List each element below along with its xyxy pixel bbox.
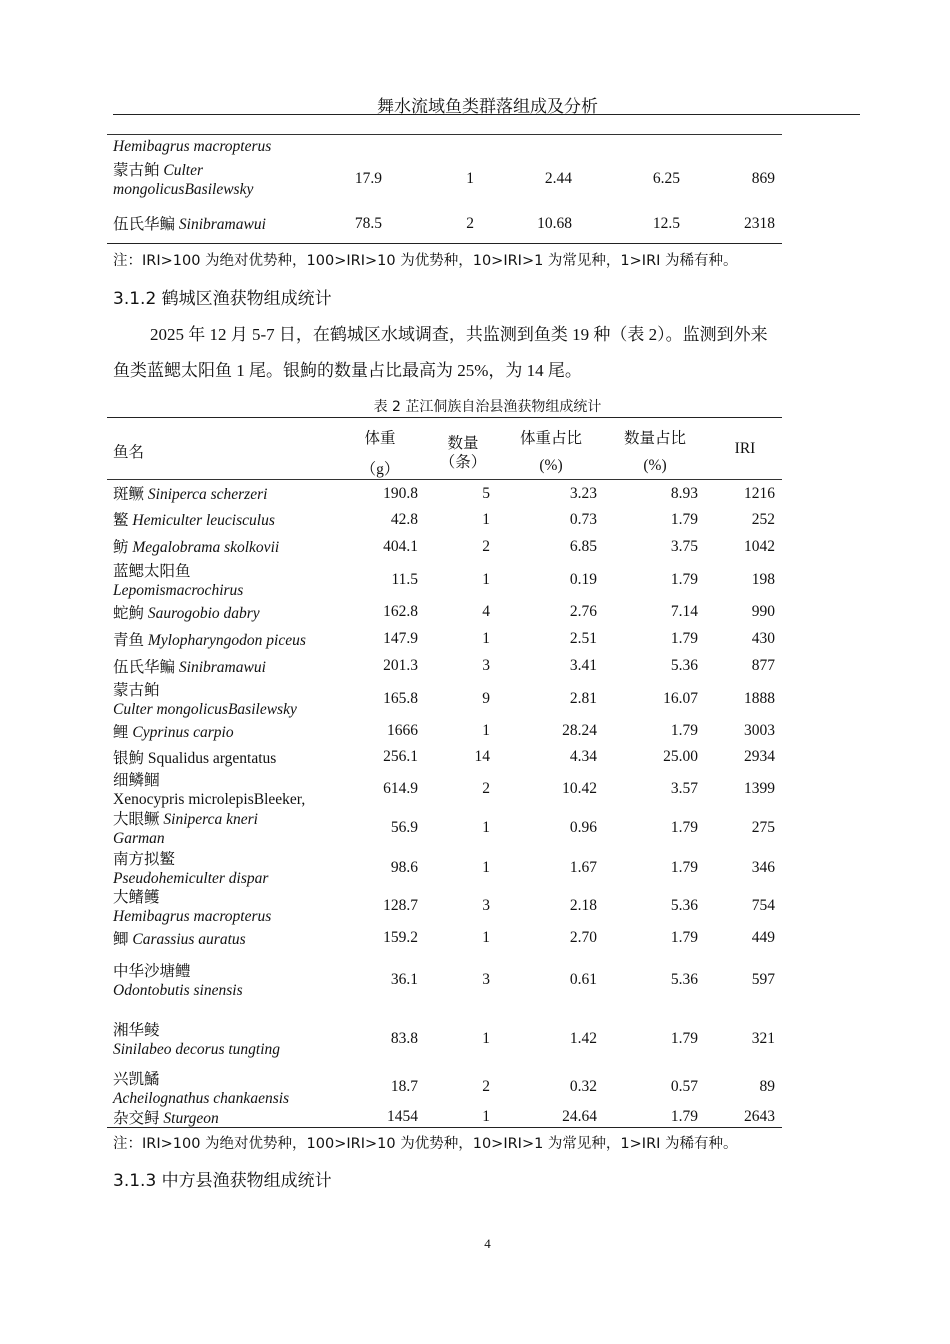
table1-cell-iri: 2318 <box>744 215 775 232</box>
table1-cell-npct: 12.5 <box>652 215 680 232</box>
table-cell-npct: 5.36 <box>670 971 698 988</box>
table-cell-count: 1 <box>482 819 490 836</box>
table-row-name: 中华沙塘鳢 <box>113 963 191 980</box>
table-row-latin: Culter mongolicusBasilewsky <box>113 701 297 718</box>
table-cell-weight: 165.8 <box>383 690 418 707</box>
table1-cell-weight: 78.5 <box>354 215 382 232</box>
table1-top-rule <box>107 134 782 135</box>
table-cell-count: 3 <box>482 971 490 988</box>
table-row-name: 细鳞鲴 <box>113 772 160 789</box>
table-cell-weight: 11.5 <box>391 571 418 588</box>
table-cell-npct: 1.79 <box>670 722 698 739</box>
table-cell-wpct: 3.23 <box>569 485 597 502</box>
header-iri: IRI <box>734 440 756 457</box>
table-cell-iri: 754 <box>751 897 775 914</box>
table1-row-name: 伍氏华鳊 Sinibramawui <box>113 216 266 233</box>
table-cell-count: 9 <box>482 690 490 707</box>
table-row-name: 斑鳜 Siniperca scherzeri <box>113 486 268 503</box>
table-row-name: 鲤 Cyprinus carpio <box>113 724 234 741</box>
table-cell-wpct: 1.67 <box>569 859 597 876</box>
header-weight-pct: 体重占比 <box>519 430 582 447</box>
section-heading-312: 3.1.2 鹤城区渔获物组成统计 <box>113 289 332 309</box>
table-cell-npct: 8.93 <box>670 485 698 502</box>
table-row-name: 南方拟鳘 <box>113 851 176 868</box>
table2-caption: 表 2 芷江侗族自治县渔获物组成统计 <box>373 399 602 415</box>
table-cell-npct: 1.79 <box>670 819 698 836</box>
table1-row-latin: mongolicusBasilewsky <box>113 181 254 198</box>
table1-cell-iri: 869 <box>751 170 775 187</box>
table-row-name: 鲫 Carassius auratus <box>113 931 246 948</box>
table-cell-weight: 18.7 <box>390 1078 418 1095</box>
table-row-name: 蛇鮈 Saurogobio dabry <box>113 605 260 622</box>
table-cell-weight: 42.8 <box>390 511 418 528</box>
paragraph-line-2: 鱼类蓝鳃太阳鱼 1 尾。银鮈的数量占比最高为 25%，为 14 尾。 <box>113 361 582 380</box>
table-cell-npct: 1.79 <box>670 511 698 528</box>
table-cell-weight: 162.8 <box>383 603 418 620</box>
table-row-name: 蓝鳃太阳鱼 <box>113 563 191 580</box>
table-cell-npct: 1.79 <box>670 1030 698 1047</box>
table-row-latin: Xenocypris microlepisBleeker, <box>113 791 306 808</box>
table-row-name: 鳘 Hemiculter leucisculus <box>113 512 275 529</box>
table-cell-npct: 5.36 <box>670 657 698 674</box>
table-cell-iri: 877 <box>751 657 775 674</box>
table-cell-npct: 1.79 <box>670 1108 698 1125</box>
header-count-pct-unit: (%) <box>643 457 667 474</box>
table-cell-count: 4 <box>482 603 490 620</box>
table-cell-count: 1 <box>482 630 490 647</box>
table-row-name: 湘华鲮 <box>113 1022 160 1039</box>
table-cell-count: 14 <box>474 748 490 765</box>
table-cell-weight: 190.8 <box>383 485 418 502</box>
table-cell-iri: 321 <box>751 1030 775 1047</box>
table-cell-weight: 614.9 <box>383 780 418 797</box>
table-cell-weight: 1454 <box>387 1108 418 1125</box>
table1-cell-weight: 17.9 <box>354 170 382 187</box>
table2-bottom-rule <box>107 1127 782 1128</box>
table1-cell-npct: 6.25 <box>652 170 680 187</box>
table-cell-weight: 1666 <box>387 722 418 739</box>
table-cell-weight: 36.1 <box>390 971 418 988</box>
table1-row-cn: 蒙古鲌 Culter <box>113 162 204 179</box>
table-cell-count: 1 <box>482 511 490 528</box>
table-cell-iri: 3003 <box>744 722 775 739</box>
table-cell-iri: 1216 <box>744 485 775 502</box>
table-cell-count: 1 <box>482 929 490 946</box>
table-cell-wpct: 0.61 <box>569 971 597 988</box>
table-cell-wpct: 2.70 <box>569 929 597 946</box>
table-row-name: 大眼鳜 Siniperca kneri <box>113 811 258 828</box>
page-number: 4 <box>484 1236 491 1251</box>
header-weight-pct-unit: (%) <box>539 457 563 474</box>
table-cell-count: 1 <box>482 722 490 739</box>
table-cell-npct: 16.07 <box>663 690 698 707</box>
table-cell-wpct: 24.64 <box>562 1108 597 1125</box>
table-row-latin: Acheilognathus chankaensis <box>113 1090 290 1107</box>
table1-note: 注：IRI>100 为绝对优势种，100>IRI>10 为优势种，10>IRI>1 为常见种，1>IRI 为稀有种。 <box>113 253 738 269</box>
table1-cell-wpct: 10.68 <box>537 215 572 232</box>
table-cell-iri: 430 <box>751 630 775 647</box>
header-count-pct: 数量占比 <box>623 430 686 447</box>
table2-note: 注：IRI>100 为绝对优势种，100>IRI>10 为优势种，10>IRI>1 为常见种，1>IRI 为稀有种。 <box>113 1136 738 1152</box>
table-cell-iri: 1042 <box>744 538 775 555</box>
header-rule <box>113 114 860 115</box>
table1-cell-wpct: 2.44 <box>544 170 572 187</box>
table-row-latin: Hemibagrus macropterus <box>113 908 272 925</box>
table-cell-wpct: 2.51 <box>569 630 597 647</box>
table-cell-iri: 449 <box>751 929 775 946</box>
table-cell-wpct: 3.41 <box>569 657 597 674</box>
table-cell-count: 3 <box>482 657 490 674</box>
table-row-latin: Lepomismacrochirus <box>113 582 244 599</box>
table-row-latin: Odontobutis sinensis <box>113 982 243 999</box>
table-cell-count: 1 <box>482 1108 490 1125</box>
table1-cell-count: 2 <box>466 215 474 232</box>
table-cell-wpct: 28.24 <box>562 722 597 739</box>
table-cell-count: 1 <box>482 859 490 876</box>
table-cell-iri: 252 <box>751 511 775 528</box>
page-header-title: 舞水流域鱼类群落组成及分析 <box>377 97 598 116</box>
table-cell-count: 2 <box>482 780 490 797</box>
table-cell-weight: 56.9 <box>390 819 418 836</box>
table-cell-wpct: 0.19 <box>569 571 597 588</box>
table-cell-wpct: 10.42 <box>562 780 597 797</box>
table-cell-npct: 0.57 <box>670 1078 698 1095</box>
table-row-name: 青鱼 Mylopharyngodon piceus <box>113 632 306 649</box>
table-cell-wpct: 6.85 <box>569 538 597 555</box>
table2-top-rule <box>107 417 782 418</box>
table-cell-wpct: 1.42 <box>569 1030 597 1047</box>
table-row-name: 兴凯鱊 <box>113 1071 160 1088</box>
table-row-name: 鲂 Megalobrama skolkovii <box>113 539 280 556</box>
table-cell-wpct: 0.32 <box>569 1078 597 1095</box>
header-count: 数量 <box>447 435 479 452</box>
table-row-latin: Pseudohemiculter dispar <box>113 870 269 887</box>
table-cell-count: 2 <box>482 538 490 555</box>
table-cell-weight: 98.6 <box>390 859 418 876</box>
table-cell-iri: 597 <box>751 971 775 988</box>
table-cell-weight: 404.1 <box>383 538 418 555</box>
table-cell-count: 1 <box>482 571 490 588</box>
table-cell-iri: 198 <box>751 571 775 588</box>
table1-bottom-rule <box>107 243 782 244</box>
table-cell-weight: 159.2 <box>383 929 418 946</box>
table-cell-weight: 256.1 <box>383 748 418 765</box>
table1-cell-count: 1 <box>466 170 474 187</box>
table-cell-iri: 89 <box>759 1078 775 1095</box>
section-heading-313: 3.1.3 中方县渔获物组成统计 <box>113 1171 332 1191</box>
table-cell-wpct: 4.34 <box>569 748 597 765</box>
table-cell-wpct: 2.76 <box>569 603 597 620</box>
table-row-name: 蒙古鲌 <box>113 682 160 699</box>
table2-header-rule <box>107 479 782 480</box>
table-cell-iri: 1888 <box>744 690 775 707</box>
table-cell-count: 1 <box>482 1030 490 1047</box>
header-weight: 体重 <box>364 430 396 447</box>
table-cell-npct: 3.57 <box>670 780 698 797</box>
table-cell-iri: 346 <box>751 859 775 876</box>
table-cell-wpct: 0.73 <box>569 511 597 528</box>
table-cell-wpct: 2.18 <box>569 897 597 914</box>
table-cell-npct: 1.79 <box>670 630 698 647</box>
table-cell-iri: 1399 <box>744 780 775 797</box>
table-cell-npct: 1.79 <box>670 571 698 588</box>
table-cell-npct: 1.79 <box>670 929 698 946</box>
header-count-unit: （条） <box>439 454 487 471</box>
table-row-name: 杂交鲟 Sturgeon <box>113 1110 219 1127</box>
table1-row-latin-only: Hemibagrus macropterus <box>113 138 272 155</box>
table-cell-count: 5 <box>482 485 490 502</box>
table-cell-weight: 201.3 <box>383 657 418 674</box>
table-cell-count: 3 <box>482 897 490 914</box>
table-cell-npct: 7.14 <box>670 603 698 620</box>
table-cell-iri: 2934 <box>744 748 775 765</box>
table-cell-count: 2 <box>482 1078 490 1095</box>
table-cell-wpct: 2.81 <box>569 690 597 707</box>
table-row-name: 银鮈 Squalidus argentatus <box>113 750 277 767</box>
table-cell-npct: 1.79 <box>670 859 698 876</box>
table-cell-weight: 147.9 <box>383 630 418 647</box>
header-name: 鱼名 <box>113 444 145 461</box>
table-cell-iri: 2643 <box>744 1108 775 1125</box>
table-cell-weight: 83.8 <box>390 1030 418 1047</box>
table-row-latin: Garman <box>113 830 165 847</box>
table-cell-npct: 25.00 <box>663 748 698 765</box>
table-cell-npct: 3.75 <box>670 538 698 555</box>
table-cell-wpct: 0.96 <box>569 819 597 836</box>
paragraph-line-1: 2025 年 12 月 5-7 日，在鹤城区水域调查，共监测到鱼类 19 种（表 2）。监测到外来 <box>150 325 768 344</box>
table-cell-iri: 990 <box>751 603 775 620</box>
table-row-name: 伍氏华鳊 Sinibramawui <box>113 659 266 676</box>
table-row-latin: Sinilabeo decorus tungting <box>113 1041 281 1058</box>
header-weight-unit: （g） <box>360 461 400 478</box>
table-cell-iri: 275 <box>751 819 775 836</box>
table-cell-npct: 5.36 <box>670 897 698 914</box>
table-row-name: 大鳍鳠 <box>113 889 160 906</box>
table-cell-weight: 128.7 <box>383 897 418 914</box>
